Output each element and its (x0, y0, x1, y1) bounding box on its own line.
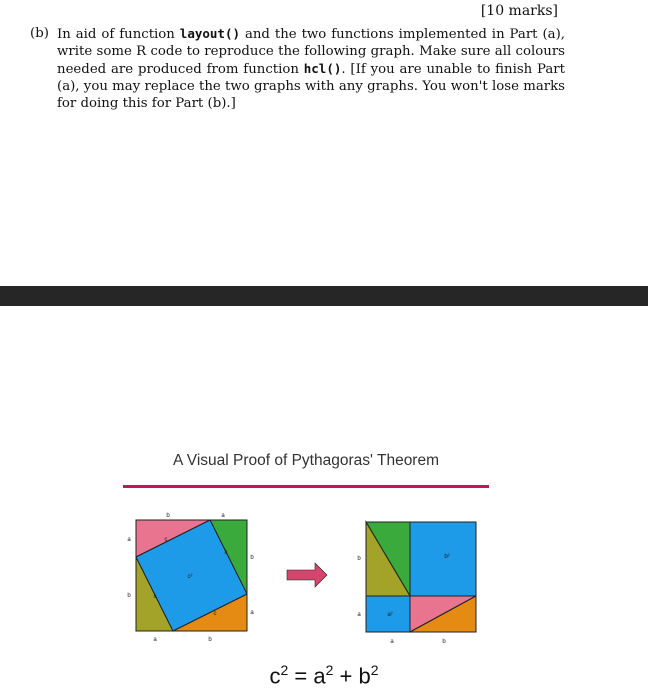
formula-equals: = (288, 663, 314, 689)
formula-b: b (358, 663, 371, 689)
right-square-b2-blue (410, 522, 476, 596)
proof-diagram (0, 440, 648, 700)
code-hcl: hcl() (303, 61, 342, 76)
formula-exp-b: 2 (370, 662, 379, 678)
pythagoras-formula (0, 662, 648, 689)
left-label-left-b: b (127, 593, 131, 599)
right-label-bottom-a: a (390, 639, 394, 645)
question-text-part-3: . [If you are unable to finish Part (a), you may replace the two graphs with any graphs. You won't lose marks for doing this for Part (b).] (57, 62, 565, 111)
left-label-left-a: a (127, 537, 131, 543)
left-label-right-a: a (250, 610, 254, 616)
left-label-hyp-2: c (224, 550, 228, 556)
question-text-part-1: In aid of function (57, 27, 180, 42)
figure-title: A Visual Proof of Pythagoras' Theorem (172, 452, 440, 469)
code-layout: layout() (179, 26, 241, 41)
right-square (366, 522, 476, 632)
formula-exp-c: 2 (280, 662, 289, 678)
formula-a: a (313, 663, 326, 689)
page-divider-bar (0, 286, 648, 306)
right-arrow-icon (287, 563, 327, 587)
left-label-bottom-b: b (208, 637, 212, 643)
formula-exp-a: 2 (325, 662, 334, 678)
question-b (30, 25, 565, 112)
question-text (57, 25, 565, 112)
question-label: (b) (30, 26, 49, 41)
left-label-top-b: b (166, 513, 170, 519)
right-label-bottom-b: b (442, 639, 446, 645)
left-label-right-b: b (250, 555, 254, 561)
left-label-hyp-3: c (213, 611, 217, 617)
pythagoras-figure (0, 440, 648, 700)
right-label-left-b: b (357, 556, 361, 562)
left-label-hyp-4: c (153, 594, 157, 600)
formula-plus: + (333, 663, 359, 689)
formula-c: c (269, 663, 281, 689)
left-label-bottom-a: a (153, 637, 157, 643)
left-label-top-a: a (221, 513, 225, 519)
question-text-part-2: and the two functions implemented in Part (a), write some R code to reproduce the following graph. Make sure all colours needed are produced from function (57, 27, 565, 77)
marks-label: [10 marks] (480, 3, 558, 19)
right-label-left-a: a (357, 612, 361, 618)
left-label-hyp-1: c (164, 537, 168, 543)
right-label-a-squared: a² (387, 612, 393, 618)
left-label-c-squared: c² (187, 574, 193, 580)
right-label-b-squared: b² (444, 554, 450, 560)
